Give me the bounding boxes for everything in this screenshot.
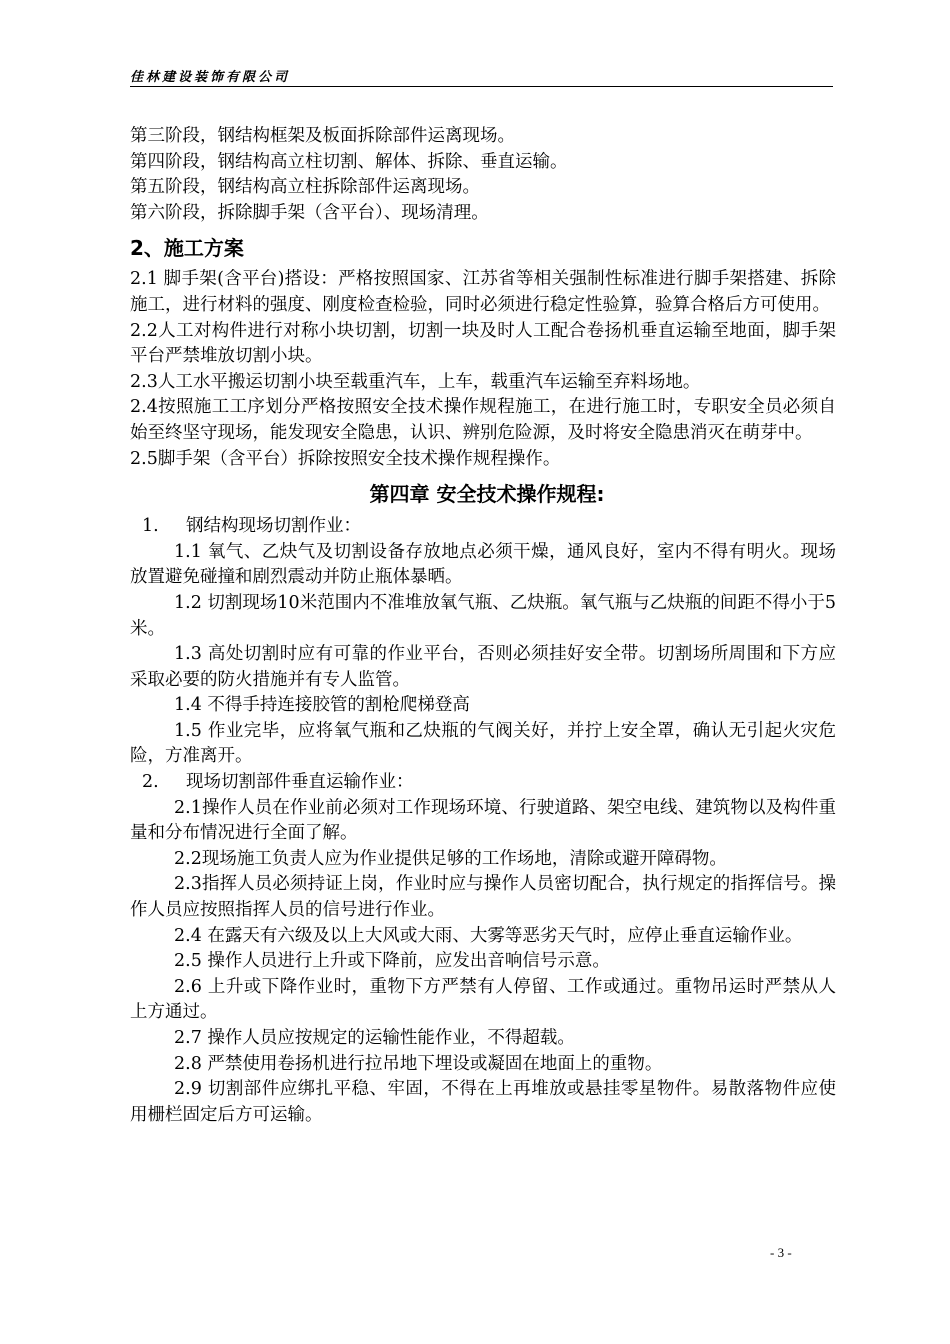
paragraph: 2.4按照施工工序划分严格按照安全技术操作规程施工，在进行施工时，专职安全员必须自始至终坚守现场，能发现安全隐患，认识、辨别危险源，及时将安全隐患消灭在萌芽中。 <box>130 397 836 443</box>
subsection-number: 1. <box>142 516 159 537</box>
paragraph: 2.9 切割部件应绑扎平稳、牢固，不得在上再堆放或悬挂零星物件。易散落物件应使用栅栏固定后方可运输。 <box>130 1079 836 1125</box>
stage-line: 第四阶段，钢结构高立柱切割、解体、拆除、垂直运输。 <box>130 151 568 172</box>
paragraph: 1.1 氧气、乙炔气及切割设备存放地点必须干燥，通风良好，室内不得有明火。现场放置避免碰撞和剧烈震动并防止瓶体暴晒。 <box>130 541 836 588</box>
paragraph: 2.3人工水平搬运切割小块至载重汽车，上车，载重汽车运输至弃料场地。 <box>130 371 701 392</box>
paragraph: 2.1 脚手架(含平台)搭设：严格按照国家、江苏省等相关强制性标准进行脚手架搭建、拆除施工，进行材料的强度、刚度检查检验，同时必须进行稳定性验算，验算合格后方可使用。 <box>130 269 836 315</box>
chapter-heading: 第四章 安全技术操作规程: <box>369 482 605 507</box>
stage-line: 第三阶段，钢结构框架及板面拆除部件运离现场。 <box>130 126 515 146</box>
section-heading: 2、施工方案 <box>130 236 244 261</box>
paragraph: 1.3 高处切割时应有可靠的作业平台，否则必须挂好安全带。切割场所周围和下方应采取必要的防火措施并有专人监管。 <box>130 644 836 690</box>
stage-line: 第六阶段，拆除脚手架（含平台）、现场清理。 <box>130 202 489 223</box>
subsection-number: 2. <box>142 772 159 793</box>
subsection-heading <box>130 770 836 796</box>
paragraph: 2.6 上升或下降作业时，重物下方严禁有人停留、工作或通过。重物吊运时严禁从人上方通过。 <box>130 976 836 1023</box>
page-header <box>130 64 833 87</box>
paragraph: 2.1操作人员在作业前必须对工作现场环境、行驶道路、架空电线、建筑物以及构件重量和分布情况进行全面了解。 <box>130 797 836 844</box>
paragraph: 2.5 操作人员进行上升或下降前，应发出音响信号示意。 <box>174 951 610 972</box>
paragraph: 1.5 作业完毕，应将氧气瓶和乙炔瓶的气阀关好，并拧上安全罩，确认无引起火灾危险，方准离开。 <box>130 720 836 767</box>
subsection-title: 现场切割部件垂直运输作业： <box>186 772 414 793</box>
document-body <box>130 124 836 1128</box>
page-number: - 3 - <box>770 1245 792 1260</box>
paragraph: 1.2 切割现场10米范围内不准堆放氧气瓶、乙炔瓶。氧气瓶与乙炔瓶的间距不得小于5米。 <box>130 592 836 639</box>
paragraph: 2.7 操作人员应按规定的运输性能作业，不得超载。 <box>174 1028 575 1048</box>
stage-line: 第五阶段，钢结构高立柱拆除部件运离现场。 <box>130 177 480 198</box>
paragraph: 2.4 在露天有六级及以上大风或大雨、大雾等恶劣天气时，应停止垂直运输作业。 <box>174 925 803 946</box>
subsection-title: 钢结构现场切割作业： <box>186 516 361 537</box>
subsection-heading <box>130 514 836 540</box>
paragraph: 2.2人工对构件进行对称小块切割，切割一块及时人工配合卷扬机垂直运输至地面，脚手架平台严禁堆放切割小块。 <box>130 320 836 367</box>
paragraph: 2.2现场施工负责人应为作业提供足够的工作场地，清除或避开障碍物。 <box>174 848 727 869</box>
paragraph: 2.3指挥人员必须持证上岗，作业时应与操作人员密切配合，执行规定的指挥信号。操作人员应按照指挥人员的信号进行作业。 <box>130 874 836 921</box>
paragraph: 1.4 不得手持连接胶管的割枪爬梯登高 <box>174 695 470 716</box>
paragraph: 2.8 严禁使用卷扬机进行拉吊地下埋设或凝固在地面上的重物。 <box>174 1053 663 1074</box>
company-name: 佳林建设装饰有限公司 <box>130 70 291 85</box>
paragraph: 2.5脚手架（含平台）拆除按照安全技术操作规程操作。 <box>130 448 561 469</box>
